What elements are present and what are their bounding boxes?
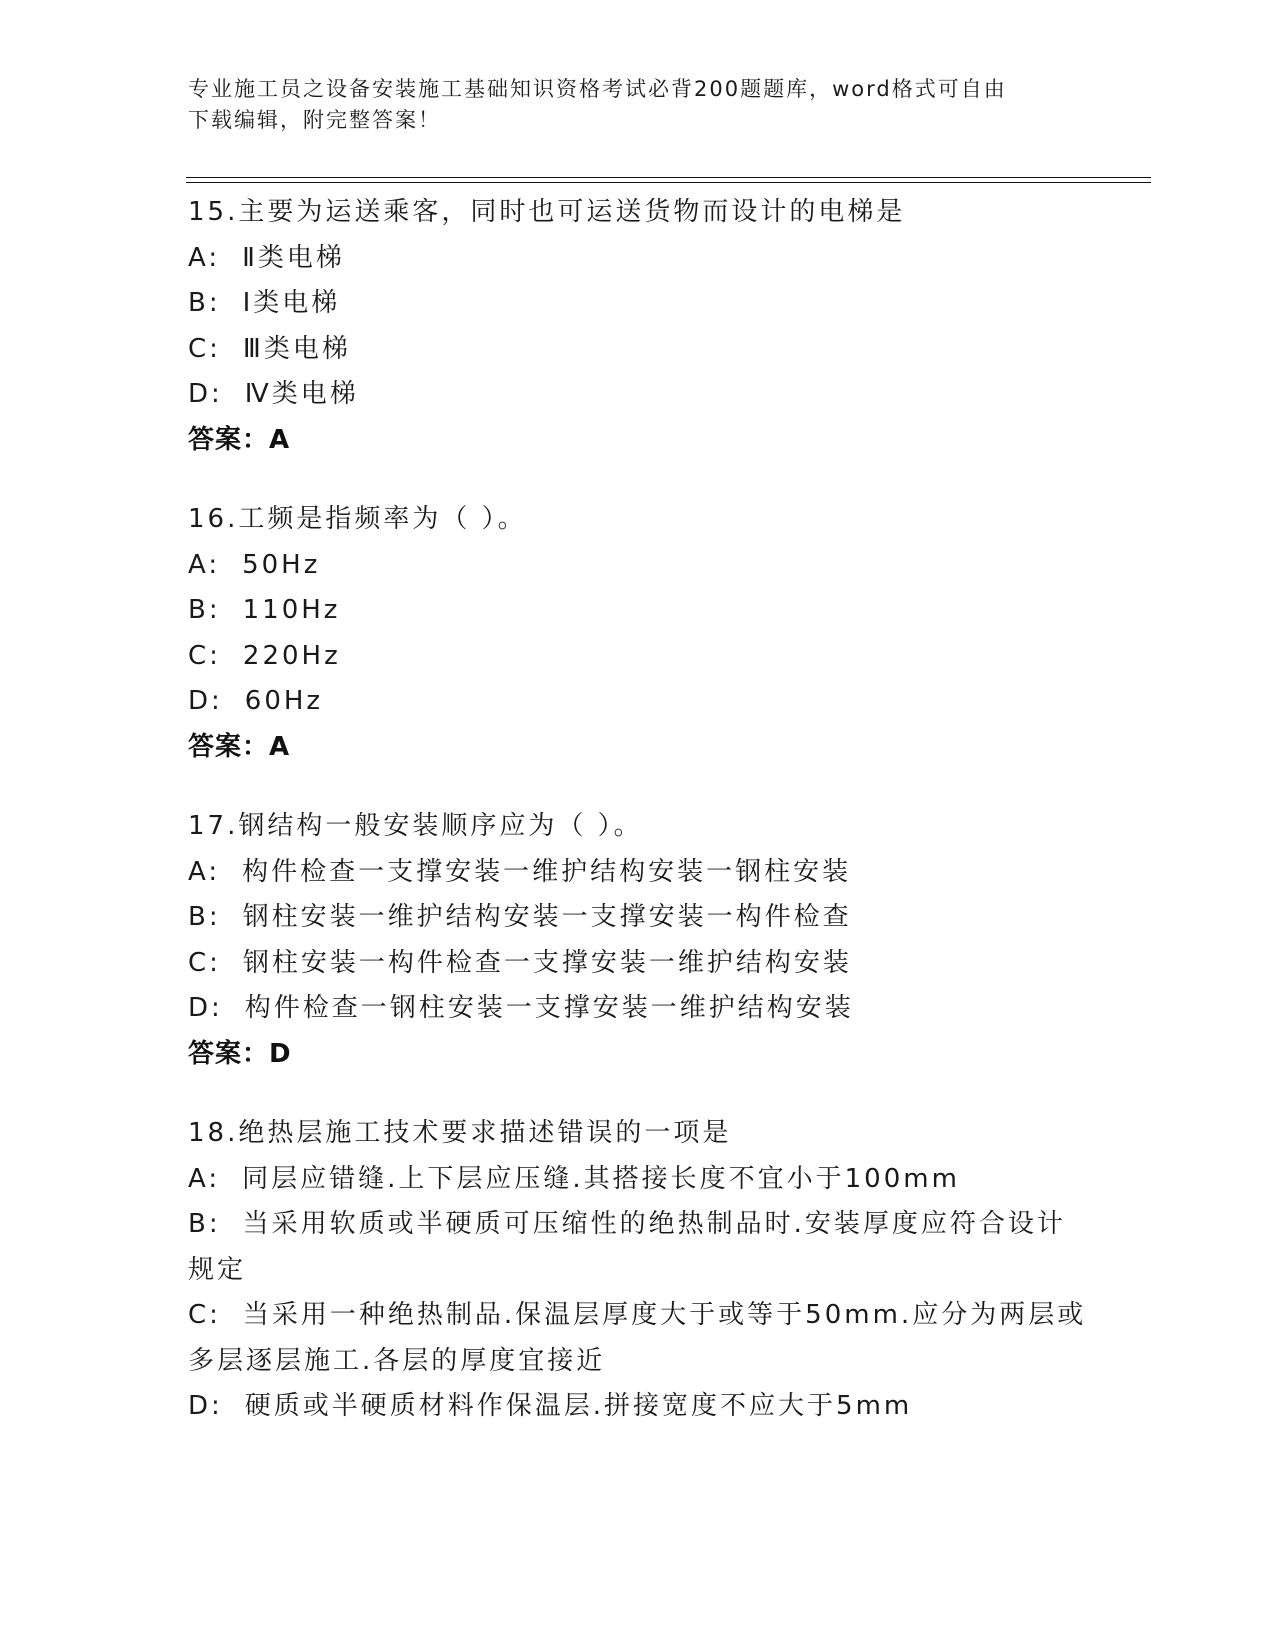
answer-line: 答案：D <box>188 1038 292 1069</box>
option-letter: A: <box>188 856 221 887</box>
option-text: 钢柱安装一维护结构安装一支撑安装一构件检查 <box>242 902 852 932</box>
option-letter: B: <box>188 288 221 318</box>
option-a <box>188 543 1088 589</box>
option-b <box>188 1202 1088 1293</box>
option-b <box>188 895 1088 941</box>
option-text: 110Hz <box>242 595 341 625</box>
option-letter: D: <box>188 993 223 1023</box>
question-18 <box>188 1111 1088 1430</box>
document-header <box>188 74 1088 136</box>
option-b <box>188 281 1088 327</box>
option-b <box>188 588 1088 634</box>
option-letter: C: <box>188 1300 221 1330</box>
option-text: Ⅲ类电梯 <box>242 333 351 364</box>
option-text: 220Hz <box>242 640 341 671</box>
option-letter: C: <box>188 947 221 978</box>
option-letter: D: <box>188 1391 223 1421</box>
option-d <box>188 986 1088 1032</box>
option-text: 50Hz <box>242 549 321 580</box>
option-letter: B: <box>188 902 221 932</box>
option-text: 构件检查一支撑安装一维护结构安装一钢柱安装 <box>242 856 852 887</box>
answer-line: 答案：A <box>188 731 291 762</box>
option-letter: B: <box>188 595 221 625</box>
option-text: 同层应错缝.上下层应压缝.其搭接长度不宜小于100mm <box>242 1163 960 1194</box>
question-stem: 15.主要为运送乘客，同时也可运送货物而设计的电梯是 <box>188 197 906 227</box>
option-a <box>188 236 1088 282</box>
option-a <box>188 850 1088 896</box>
question-17 <box>188 804 1088 1077</box>
option-text: 当采用一种绝热制品.保温层厚度大于或等于50mm.应分为两层或多层逐层施工.各层的厚度宜接近 <box>188 1300 1087 1376</box>
option-text: 当采用软质或半硬质可压缩性的绝热制品时.安装厚度应符合设计规定 <box>188 1209 1066 1285</box>
header-line-1: 专业施工员之设备安装施工基础知识资格考试必背200题题库，word格式可自由 <box>188 77 1007 101</box>
option-letter: D: <box>188 686 223 716</box>
option-text: 钢柱安装一构件检查一支撑安装一维护结构安装 <box>242 947 852 978</box>
option-text: Ⅳ类电梯 <box>244 379 359 409</box>
option-letter: C: <box>188 333 221 364</box>
option-c <box>188 634 1088 680</box>
option-letter: C: <box>188 640 221 671</box>
answer-line: 答案：A <box>188 424 291 455</box>
question-15 <box>188 190 1088 463</box>
option-d <box>188 679 1088 725</box>
question-list <box>188 190 1088 1464</box>
option-letter: A: <box>188 242 221 273</box>
option-d <box>188 372 1088 418</box>
option-letter: B: <box>188 1209 221 1239</box>
option-letter: D: <box>188 379 223 409</box>
option-c <box>188 327 1088 373</box>
option-c <box>188 1293 1088 1384</box>
option-text: 60Hz <box>244 686 324 716</box>
option-c <box>188 941 1088 987</box>
option-letter: A: <box>188 549 221 580</box>
option-letter: A: <box>188 1163 221 1194</box>
header-divider-thick <box>186 177 1151 178</box>
question-stem: 18.绝热层施工技术要求描述错误的一项是 <box>188 1118 732 1148</box>
question-stem: 16.工频是指频率为（ ）。 <box>188 504 527 534</box>
option-text: Ⅱ类电梯 <box>242 242 345 273</box>
option-text: Ⅰ类电梯 <box>242 288 341 318</box>
question-stem: 17.钢结构一般安装顺序应为（ ）。 <box>188 811 643 841</box>
option-text: 构件检查一钢柱安装一支撑安装一维护结构安装 <box>244 993 854 1023</box>
option-text: 硬质或半硬质材料作保温层.拼接宽度不应大于5mm <box>244 1391 913 1421</box>
option-d <box>188 1384 1088 1430</box>
question-16 <box>188 497 1088 770</box>
header-divider-thin <box>186 182 1151 183</box>
option-a <box>188 1157 1088 1203</box>
header-line-2: 下载编辑，附完整答案！ <box>188 108 441 132</box>
